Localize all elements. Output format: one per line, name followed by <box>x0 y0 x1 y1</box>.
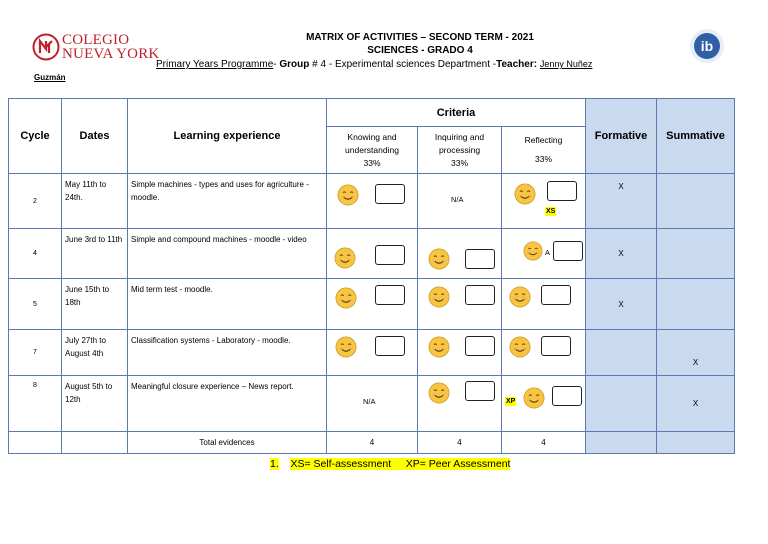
school-name <box>62 33 159 61</box>
reflecting-cell <box>502 174 586 229</box>
document-title: MATRIX OF ACTIVITIES – SECOND TERM - 2021 <box>306 32 534 43</box>
school-name-line1: COLEGIO <box>62 32 130 48</box>
formative-cell <box>586 330 657 376</box>
grade-box[interactable] <box>552 386 582 406</box>
totals-empty-cell <box>9 432 62 454</box>
dates-cell: July 27th to August 4th <box>62 330 128 376</box>
total-reflecting: 4 <box>502 432 586 454</box>
reflecting-cell <box>502 376 586 432</box>
table-row <box>9 174 735 229</box>
inquiring-cell <box>418 279 502 330</box>
school-logo <box>32 33 162 71</box>
experience-cell: Simple machines - types and uses for agriculture - moodle. <box>128 174 327 229</box>
smiley-icon <box>428 286 450 308</box>
experience-cell: Classification systems - Laboratory - moodle. <box>128 330 327 376</box>
smiley-icon <box>334 247 356 269</box>
criterion-inquiring-line2: processing <box>438 144 481 155</box>
not-applicable-label: N/A <box>363 397 376 406</box>
assessment-legend <box>270 458 510 470</box>
table-row <box>9 279 735 330</box>
header-summative: Summative <box>657 99 735 174</box>
smiley-icon <box>335 287 357 309</box>
totals-row <box>9 432 735 454</box>
criterion-knowing-weight: 33% <box>363 157 381 168</box>
summative-cell <box>657 174 735 229</box>
smiley-icon <box>523 241 543 261</box>
inquiring-cell <box>418 330 502 376</box>
formative-cell: X <box>586 229 657 279</box>
smiley-icon <box>428 382 450 404</box>
smiley-icon <box>428 336 450 358</box>
smiley-icon <box>428 248 450 270</box>
reflecting-cell <box>502 279 586 330</box>
grade-box[interactable] <box>375 336 405 356</box>
cycle-cell: 4 <box>9 229 62 279</box>
grade-box[interactable] <box>375 285 405 305</box>
criterion-inquiring-line1: Inquiring and <box>434 131 485 142</box>
teacher-name: Jenny Nuñez <box>539 59 593 69</box>
summative-cell <box>657 229 735 279</box>
self-assessment-tag: XS <box>546 208 556 215</box>
summative-cell <box>657 279 735 330</box>
group-value: # 4 - Experimental sciences Department - <box>309 59 497 70</box>
grade-box[interactable] <box>541 285 571 305</box>
reflecting-cell <box>502 229 586 279</box>
smiley-icon <box>337 184 359 206</box>
table-row <box>9 376 735 432</box>
table-row <box>9 330 735 376</box>
inquiring-cell <box>418 174 502 229</box>
criterion-knowing-line2: understanding <box>345 144 399 155</box>
experience-cell: Simple and compound machines - moodle - video <box>128 229 327 279</box>
legend-text: XS= Self-assessment XP= Peer Assessment <box>290 458 511 470</box>
legend-number: 1. <box>270 458 279 470</box>
summative-cell: X <box>657 330 735 376</box>
header-dates: Dates <box>62 99 128 174</box>
totals-summative-cell <box>657 432 735 454</box>
cycle-cell: 5 <box>9 279 62 330</box>
header-criteria: Criteria <box>327 99 586 127</box>
knowing-cell <box>327 229 418 279</box>
school-name-line2: NUEVA YORK <box>62 46 160 62</box>
total-inquiring: 4 <box>418 432 502 454</box>
grade-box[interactable] <box>465 336 495 356</box>
programme-line: Primary Years Programme- Group # 4 - Experimental sciences Department -Teacher: Jenny Nuñez <box>156 59 593 70</box>
dates-cell: May 11th to 24th. <box>62 174 128 229</box>
dates-cell: June 3rd to 11th <box>62 229 128 279</box>
table-row <box>9 229 735 279</box>
criterion-reflecting-line1: Reflecting <box>524 135 563 145</box>
summative-cell: X <box>657 376 735 432</box>
ib-logo-icon <box>689 28 725 64</box>
cycle-cell: 8 <box>9 376 62 432</box>
activities-matrix <box>8 98 735 454</box>
criterion-inquiring-weight: 33% <box>450 157 468 168</box>
totals-empty-cell <box>62 432 128 454</box>
criterion-knowing-line1: Knowing and <box>347 131 397 142</box>
total-knowing: 4 <box>327 432 418 454</box>
knowing-cell <box>327 174 418 229</box>
knowing-cell <box>327 279 418 330</box>
smiley-icon <box>514 183 536 205</box>
dates-cell: August 5th to 12th <box>62 376 128 432</box>
grade-box[interactable] <box>375 245 405 265</box>
grade-box[interactable] <box>541 336 571 356</box>
knowing-cell <box>327 376 418 432</box>
header-formative: Formative <box>586 99 657 174</box>
cycle-cell: 7 <box>9 330 62 376</box>
experience-cell: Meaningful closure experience – News report. <box>128 376 327 432</box>
smiley-icon <box>335 336 357 358</box>
cycle-cell: 2 <box>9 174 62 229</box>
formative-cell: X <box>586 174 657 229</box>
school-seal-icon <box>32 33 60 61</box>
document-subtitle: SCIENCES - GRADO 4 <box>367 45 473 56</box>
teacher-surname: Guzmán <box>34 73 66 82</box>
inquiring-cell <box>418 229 502 279</box>
grade-box[interactable] <box>465 249 495 269</box>
criterion-knowing <box>327 127 418 174</box>
not-applicable-label: N/A <box>451 195 464 204</box>
smiley-icon <box>523 387 545 409</box>
reflecting-cell <box>502 330 586 376</box>
formative-cell: X <box>586 279 657 330</box>
teacher-label: Teacher: <box>496 59 538 70</box>
grade-box[interactable] <box>375 184 405 204</box>
programme-name: Primary Years Programme <box>156 59 274 70</box>
criterion-inquiring <box>418 127 502 174</box>
formative-cell <box>586 376 657 432</box>
group-label: Group <box>279 59 310 70</box>
experience-cell: Mid term test - moodle. <box>128 279 327 330</box>
grade-box[interactable] <box>465 381 495 401</box>
totals-formative-cell <box>586 432 657 454</box>
grade-box[interactable] <box>553 241 583 261</box>
smiley-icon <box>509 286 531 308</box>
total-evidences-label: Total evidences <box>128 432 327 454</box>
peer-assessment-tag: XP <box>506 398 516 405</box>
ib-logo-text: ib <box>700 38 714 54</box>
header-learning-experience: Learning experience <box>128 99 327 174</box>
knowing-cell <box>327 330 418 376</box>
na-fragment-label: A <box>545 248 551 257</box>
grade-box[interactable] <box>465 285 495 305</box>
dates-cell: June 15th to 18th <box>62 279 128 330</box>
smiley-icon <box>509 336 531 358</box>
inquiring-cell <box>418 376 502 432</box>
criterion-reflecting-weight: 33% <box>535 154 553 164</box>
grade-box[interactable] <box>547 181 577 201</box>
criterion-reflecting <box>502 127 586 174</box>
header-cycle: Cycle <box>9 99 62 174</box>
